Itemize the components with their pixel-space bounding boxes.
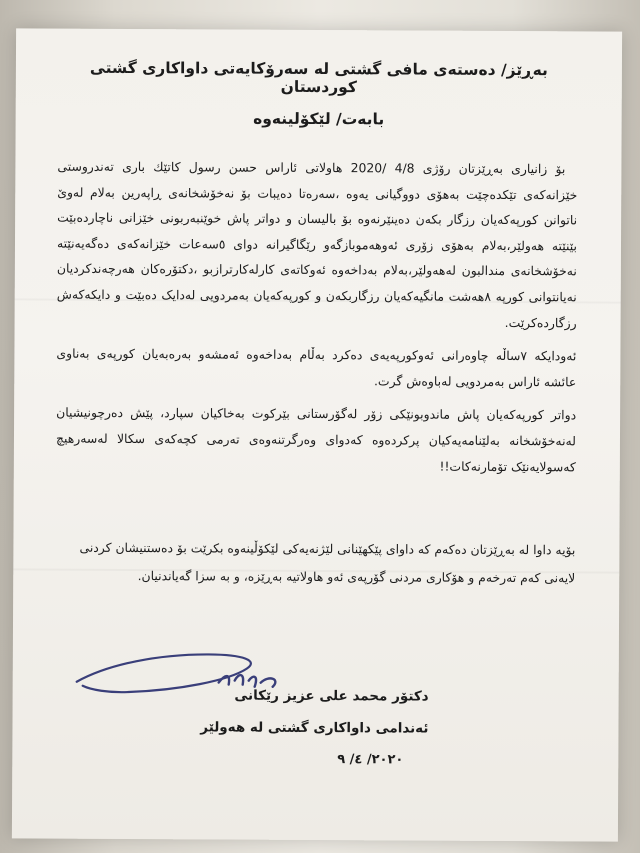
body-paragraph: دواتر کورپەکەیان پاش ماندوبونێکی زۆر لەگۆرستانی بێرکوت بەخاکیان سپارد، پێش دەرچونیشیان لەنەخۆشخانە بەلێنامەیەکیان پرکردەوە کەدوای وەرگرتنەوەی تەرمی کچەکەی سکالا لەسەرهیچ کەسولایەنێک تۆمارنەکات!! — [55, 404, 577, 474]
body-paragraph: ئەودایکە ٧ساڵە چاوەرانی ئەوکورپەیەی دەکرد بەڵام بەداخەوە ئەمشەو بەرەبەیان کورپەی بەناوی عائشە ئاراس بەمردویی لەباوەش گرت. — [56, 345, 577, 390]
subject-line: بابەت/ لێکۆلینەوە — [253, 109, 385, 129]
signatory-title: ئەندامی داواکاری گشتی لە هەولێر — [200, 719, 429, 737]
letter-page — [12, 28, 622, 841]
letter-date: ٢٠٢٠/ ٤/ ٩ — [337, 752, 404, 768]
signature-block — [200, 680, 429, 777]
signatory-name: دکتۆر محمد علی عزیز رێکانی — [234, 687, 429, 705]
recipient-line: بەڕێز/ دەستەی مافی گشتی لە سەرۆکایەتی داواکاری گشتی کوردستان — [89, 58, 548, 97]
letter-body — [56, 154, 578, 488]
body-paragraph: بۆ زانیاری بەڕێزتان رۆژی 4/8 /2020 هاولاتی ئاراس حسن رسول كاتێك باری تەندروستی خێزانەکەی تێکدەچێت بەهۆی دووگیانی یەوە ،سەرەتا دەیبات بۆ نەخۆشخانەی ڕاپەرین بەلام لەوێ ناتوانن کورپەکەیان رزگار بکەن دەینێرنەوە بۆ بالیسان و دواتر پاش خوێنبەربونی خێزانی ناچاردەبێت بێنێتە هەولێر،بەلام بەهۆی زۆری ئەوهەموبازگەو رێگاگیرانە دوای ٥سەعات خێزانەکەی دەگەیەنێتە نەخۆشخانەی مندالبون لەهەولێر،بەلام بەداخەوە ئەوکاتەی کارلەکارترازبو ،دکتۆرەکان هەرچەندکردیان نەیانتوانی کورپە ٨هەشت مانگیەکەیان رزگاربکەن و کورپەکەیان بەمردویی لەدایک دەبێت و دایکەکەش رزگاردەکرێت. — [56, 158, 578, 330]
closing-request: بۆیە داوا لە بەڕێزتان دەکەم کە داوای پێکهێنانی لێژنەیەکی لێکۆڵینەوە بکرێت بۆ دەستنیشان کردنی لایەنی کەم تەرخەم و هۆکاری مردنی گۆرپەی ئەو هاولاتیە بەڕێزە، و بە سزا گەیاندنیان. — [79, 539, 576, 586]
